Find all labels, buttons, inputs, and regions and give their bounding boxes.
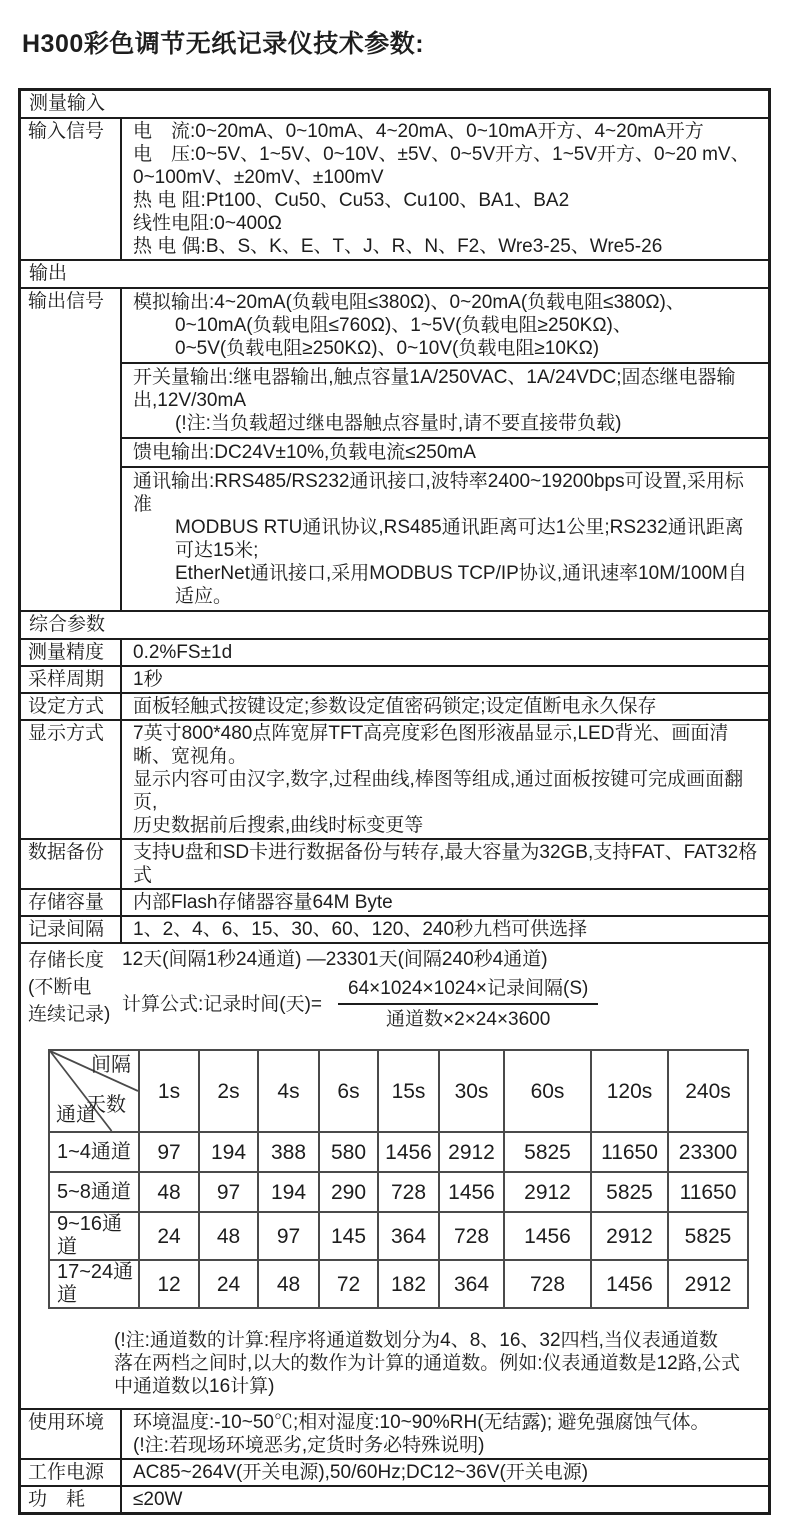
storage-note: [114, 1329, 768, 1398]
day-cell: 194: [258, 1172, 319, 1212]
day-cell: 24: [139, 1212, 199, 1260]
text-line: 连续记录): [28, 1004, 111, 1025]
day-cell: 290: [319, 1172, 378, 1212]
text-line: 热 电 阻:Pt100、Cu50、Cu53、Cu100、BA1、BA2: [133, 190, 570, 211]
text-line: 0~100mV、±20mV、±100mV: [133, 167, 384, 188]
subrow-switch-output: [122, 362, 768, 437]
text-line: (!注:通道数的计算:程序将通道数划分为4、8、16、32四档,当仪表通道数: [114, 1330, 718, 1351]
column-header: 2s: [199, 1050, 258, 1132]
row-output-signal: [21, 287, 768, 610]
day-cell: 364: [439, 1260, 504, 1308]
column-header: 6s: [319, 1050, 378, 1132]
day-cell: 1456: [439, 1172, 504, 1212]
output-signal-content: [122, 289, 768, 610]
section-header-output: 输出: [29, 263, 68, 284]
day-cell: 580: [319, 1132, 378, 1172]
day-cell: 72: [319, 1260, 378, 1308]
text-line: 0~10mA(负载电阻≤760Ω)、1~5V(负载电阻≥250KΩ)、: [175, 315, 632, 336]
row-display-mode: [21, 719, 768, 838]
row-value: 面板轻触式按键设定;参数设定值密码锁定;设定值断电永久保存: [133, 696, 657, 717]
storage-range: 12天(间隔1秒24通道) —23301天(间隔240秒4通道): [122, 949, 548, 970]
text-line: MODBUS RTU通讯协议,RS485通讯距离可达1公里;RS232通讯距离可达15米;: [175, 517, 744, 561]
environment-content: [122, 1410, 768, 1458]
day-cell: 145: [319, 1212, 378, 1260]
day-cell: 182: [378, 1260, 439, 1308]
row-input-signal: [21, 117, 768, 259]
row-label: 工作电源: [21, 1460, 122, 1485]
text-line: EtherNet通讯接口,采用MODBUS TCP/IP协议,通讯速率10M/100M自适应。: [175, 563, 747, 607]
day-cell: 48: [258, 1260, 319, 1308]
channel-cell: 5~8通道: [49, 1172, 139, 1212]
row-value: ≤20W: [133, 1489, 183, 1510]
day-cell: 2912: [439, 1132, 504, 1172]
spec-table: [18, 88, 771, 1515]
text-line: 中通道数以16计算): [114, 1376, 275, 1397]
text-line: 环境温度:-10~50℃;相对湿度:10~90%RH(无结露); 避免强腐蚀气体。: [133, 1412, 710, 1433]
day-cell: 1456: [591, 1260, 668, 1308]
day-cell: 728: [378, 1172, 439, 1212]
section-header-measure: 测量输入: [29, 93, 106, 114]
text-line: 馈电输出:DC24V±10%,负载电流≤250mA: [133, 442, 476, 463]
day-cell: 5825: [504, 1132, 591, 1172]
day-cell: 364: [378, 1212, 439, 1260]
column-header: 120s: [591, 1050, 668, 1132]
corner-label-interval: 间隔: [91, 1054, 131, 1076]
column-header: 60s: [504, 1050, 591, 1132]
day-cell: 2912: [668, 1260, 748, 1308]
row-value: 支持U盘和SD卡进行数据备份与转存,最大容量为32GB,支持FAT、FAT32格式: [133, 842, 758, 886]
corner-label-channel: 通道: [56, 1104, 96, 1126]
text-line: 0~5V(负载电阻≥250KΩ)、0~10V(负载电阻≥10KΩ): [175, 338, 600, 359]
row-measurement-accuracy: [21, 638, 768, 665]
subrow-feed-output: [122, 437, 768, 466]
day-cell: 12: [139, 1260, 199, 1308]
text-line: 历史数据前后搜索,曲线时标变更等: [133, 815, 424, 836]
row-value: 内部Flash存储器容量64M Byte: [133, 892, 393, 913]
row-environment: [21, 1408, 768, 1458]
section-row-output: [21, 259, 768, 287]
day-cell: 2912: [591, 1212, 668, 1260]
storage-length-label: [28, 947, 110, 1028]
day-cell: 97: [258, 1212, 319, 1260]
day-cell: 23300: [668, 1132, 748, 1172]
column-header: 4s: [258, 1050, 319, 1132]
text-line: 热 电 偶:B、S、K、E、T、J、R、N、F2、Wre3-25、Wre5-26: [133, 236, 663, 257]
row-label: 记录间隔: [21, 917, 122, 942]
row-storage-length: [21, 942, 768, 1408]
row-label: 显示方式: [21, 721, 122, 838]
text-line: 存储长度: [28, 950, 105, 971]
formula-denominator: 通道数×2×24×3600: [386, 1009, 551, 1030]
day-cell: 388: [258, 1132, 319, 1172]
text-line: 电 压:0~5V、1~5V、0~10V、±5V、0~5V开方、1~5V开方、0~20 mV、: [133, 144, 750, 165]
corner-label-days: 天数: [86, 1094, 126, 1116]
day-cell: 97: [199, 1172, 258, 1212]
section-row-general: [21, 610, 768, 638]
text-line: (不断电: [28, 977, 92, 998]
row-value: 1秒: [133, 669, 163, 690]
text-line: 落在两档之间时,以大的数作为计算的通道数。例如:仪表通道数是12路,公式: [114, 1353, 740, 1374]
table-row: [49, 1212, 748, 1260]
channel-cell: 9~16通道: [49, 1212, 139, 1260]
storage-formula: [122, 977, 768, 1031]
day-cell: 48: [199, 1212, 258, 1260]
day-cell: 11650: [668, 1172, 748, 1212]
column-header: 30s: [439, 1050, 504, 1132]
row-record-interval: [21, 915, 768, 942]
section-row-measure: [21, 91, 768, 117]
storage-table-corner-cell: [49, 1050, 139, 1132]
table-header-row: [49, 1050, 748, 1132]
text-line: 通讯输出:RRS485/RS232通讯接口,波特率2400~19200bps可设置,采用标准: [133, 471, 744, 515]
text-line: (!注:若现场环境恶劣,定货时务必特殊说明): [133, 1435, 485, 1456]
row-label: 存储容量: [21, 890, 122, 915]
row-storage-capacity: [21, 888, 768, 915]
text-line: 模拟输出:4~20mA(负载电阻≤380Ω)、0~20mA(负载电阻≤380Ω)、: [133, 292, 685, 313]
storage-days-table: [48, 1049, 749, 1309]
day-cell: 1456: [378, 1132, 439, 1172]
section-header-general: 综合参数: [29, 614, 106, 635]
row-label: 输入信号: [21, 119, 122, 259]
day-cell: 194: [199, 1132, 258, 1172]
row-data-backup: [21, 838, 768, 888]
day-cell: 11650: [591, 1132, 668, 1172]
column-header: 15s: [378, 1050, 439, 1132]
subrow-analog-output: [122, 289, 768, 362]
page-title: H300彩色调节无纸记录仪技术参数:: [22, 30, 425, 58]
column-header: 240s: [668, 1050, 748, 1132]
row-label: 输出信号: [21, 289, 122, 610]
row-label: 设定方式: [21, 694, 122, 719]
row-label: 使用环境: [21, 1410, 122, 1458]
day-cell: 97: [139, 1132, 199, 1172]
text-line: 开关量输出:继电器输出,触点容量1A/250VAC、1A/24VDC;固态继电器输出,12V/30mA: [133, 367, 736, 411]
table-row: [49, 1172, 748, 1212]
subrow-comm-output: [122, 466, 768, 610]
row-value: 0.2%FS±1d: [133, 642, 233, 663]
row-power-supply: [21, 1458, 768, 1485]
row-label: 数据备份: [21, 840, 122, 888]
input-signal-content: [122, 119, 768, 259]
table-row: [49, 1132, 748, 1172]
text-line: (!注:当负载超过继电器触点容量时,请不要直接带负载): [175, 413, 622, 434]
text-line: 电 流:0~20mA、0~10mA、4~20mA、0~10mA开方、4~20mA开方: [133, 121, 704, 142]
row-label: 采样周期: [21, 667, 122, 692]
channel-cell: 1~4通道: [49, 1132, 139, 1172]
row-setting-method: [21, 692, 768, 719]
channel-cell: 17~24通道: [49, 1260, 139, 1308]
text-line: 7英寸800*480点阵宽屏TFT高亮度彩色图形液晶显示,LED背光、画面清晰、宽视角。: [133, 723, 729, 767]
day-cell: 24: [199, 1260, 258, 1308]
row-label: 功 耗: [21, 1487, 122, 1512]
text-line: 显示内容可由汉字,数字,过程曲线,棒图等组成,通过面板按键可完成画面翻页,: [133, 769, 744, 813]
day-cell: 2912: [504, 1172, 591, 1212]
day-cell: 728: [504, 1260, 591, 1308]
column-header: 1s: [139, 1050, 199, 1132]
row-value: 1、2、4、6、15、30、60、120、240秒九档可供选择: [133, 919, 588, 940]
display-mode-content: [122, 721, 768, 838]
row-sampling-period: [21, 665, 768, 692]
row-value: AC85~264V(开关电源),50/60Hz;DC12~36V(开关电源): [133, 1462, 589, 1483]
day-cell: 5825: [668, 1212, 748, 1260]
formula-fraction: [338, 977, 598, 1031]
row-label: 测量精度: [21, 640, 122, 665]
formula-prefix: 计算公式:记录时间(天)=: [122, 993, 323, 1015]
table-row: [49, 1260, 748, 1308]
day-cell: 1456: [504, 1212, 591, 1260]
day-cell: 728: [439, 1212, 504, 1260]
row-power-consumption: [21, 1485, 768, 1512]
text-line: 线性电阻:0~400Ω: [133, 213, 282, 234]
day-cell: 5825: [591, 1172, 668, 1212]
day-cell: 48: [139, 1172, 199, 1212]
formula-numerator: 64×1024×1024×记录间隔(S): [338, 977, 598, 1005]
